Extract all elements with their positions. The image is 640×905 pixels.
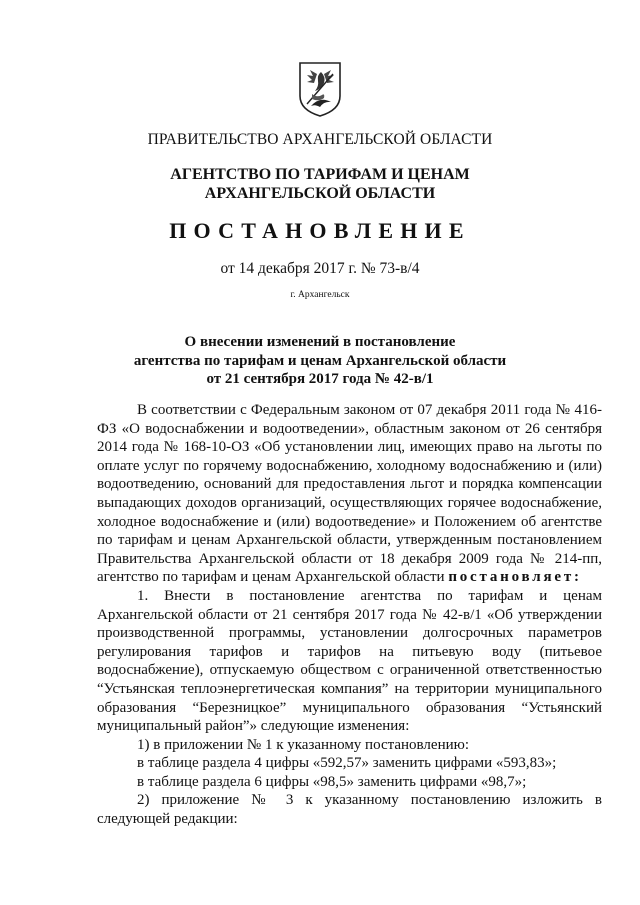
agency-name — [0, 165, 640, 203]
preamble-text: В соответствии с Федеральным законом от 07 декабря 2011 года № 416-ФЗ «О водоснабжении и водоотведении», областным законом от 26 сентября 2014 года № 168-10-ОЗ «Об установлении лиц, имеющих право на льготы по оплате услуг по горячему водоснабжению, холодному водоснабжению и (или) водоотведению, оснований для предоставления льгот и порядка компенсации выпадающих доходов организаций, осуществляющих горячее водоснабжение, холодное водоснабжение и (или) водоотведение» и Положением об агентстве по тарифам и ценам Архангельской области, утвержденным постановлением Правительства Архангельской области от 18 декабря 2009 года № 214-пп, агентство по тарифам и ценам Архангельской области — [97, 402, 602, 586]
subject-line-3: от 21 сентября 2017 года № 42-в/1 — [206, 371, 434, 387]
subitem-1-a: в таблице раздела 4 цифры «592,57» заменить цифрами «593,83»; — [137, 755, 557, 772]
subject-line-1: О внесении изменений в постановление — [184, 334, 456, 350]
subject-line-2: агентства по тарифам и ценам Архангельской области — [133, 352, 507, 369]
document-city: г. Архангельск — [290, 290, 350, 300]
preamble-paragraph — [97, 401, 602, 587]
subitem-2: 2) приложение № 3 к указанному постановлению изложить в следующей редакции: — [97, 792, 602, 828]
item-1-paragraph: 1. Внести в постановление агентства по тарифам и ценам Архангельской области от 21 сентября 2017 года № 42-в/1 «Об утверждении производственной программы, установлении долгосрочных параметров регулирования тарифов и тарифов на питьевую воду (питьевое водоснабжение), отпускаемую обществом с ограниченной ответственностью “Устьянская теплоэнергетическая компания” на территории муниципального образования “Березницкое” муниципального образования “Устьянский муниципальный район”» следующие изменения: — [97, 587, 602, 735]
document-subject — [0, 333, 640, 389]
subitem-1: 1) в приложении № 1 к указанному постановлению: — [137, 736, 469, 753]
coat-of-arms-icon — [297, 60, 343, 118]
subitem-1-b: в таблице раздела 6 цифры «98,5» заменить цифрами «98,7»; — [137, 773, 527, 790]
document-body — [97, 401, 602, 829]
government-name: ПРАВИТЕЛЬСТВО АРХАНГЕЛЬСКОЙ ОБЛАСТИ — [147, 131, 493, 148]
document-date-number: от 14 декабря 2017 г. № 73-в/4 — [220, 260, 420, 277]
resolves-keyword: постановляет: — [448, 569, 582, 586]
agency-name-line-2: АРХАНГЕЛЬСКОЙ ОБЛАСТИ — [204, 185, 436, 202]
agency-name-line-1: АГЕНТСТВО ПО ТАРИФАМ И ЦЕНАМ — [170, 166, 470, 183]
document-type-title: ПОСТАНОВЛЕНИЕ — [169, 218, 471, 243]
